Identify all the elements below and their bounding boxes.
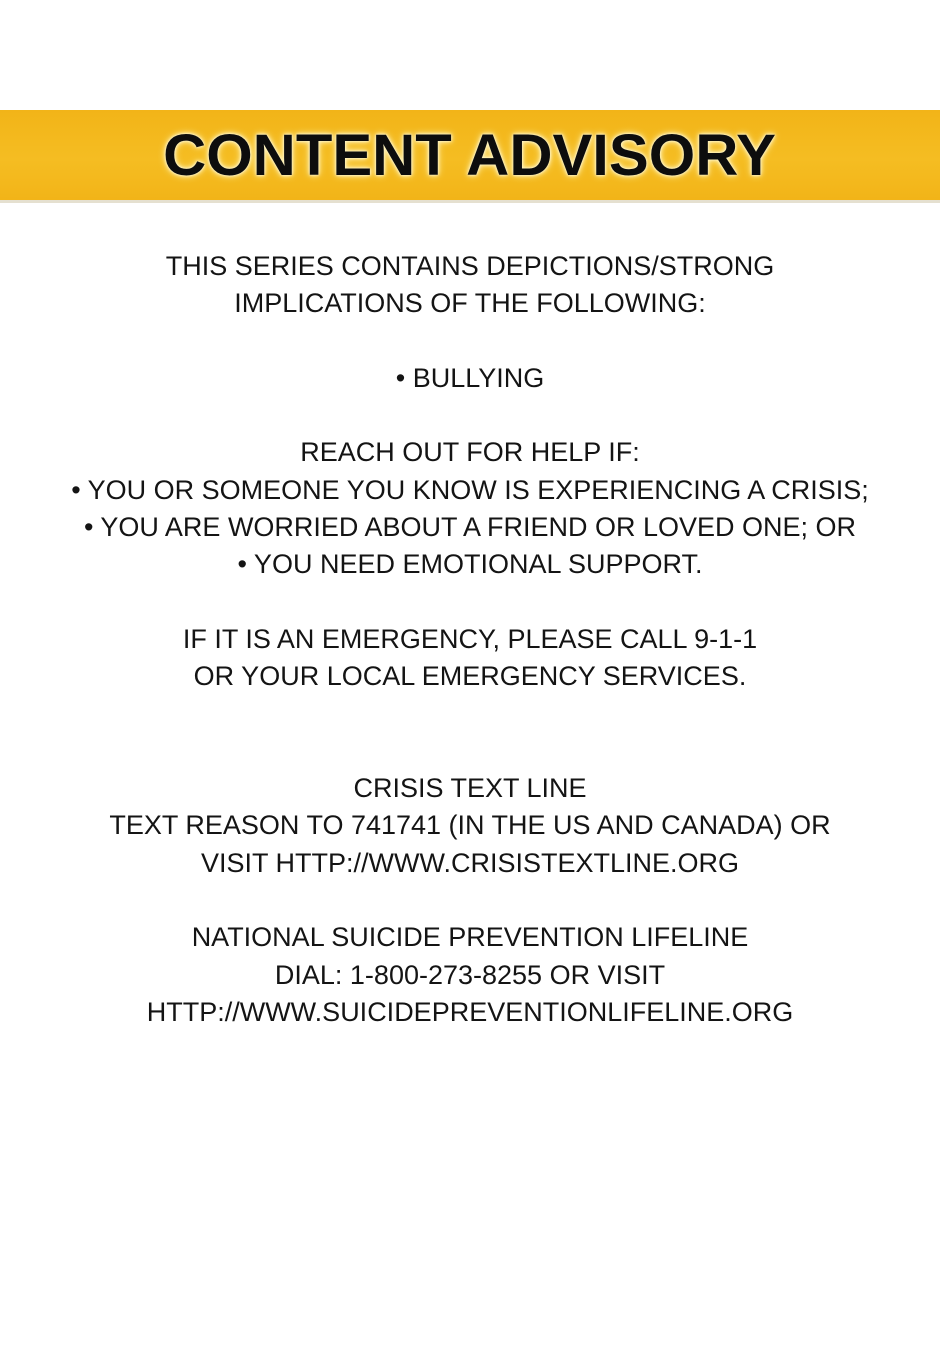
help-item: • YOU NEED EMOTIONAL SUPPORT.: [237, 549, 703, 580]
emergency-line-1: IF IT IS AN EMERGENCY, PLEASE CALL 9-1-1: [182, 623, 758, 654]
spacer: [0, 584, 940, 621]
lifeline-phone: DIAL: 1-800-273-8255 OR VISIT: [274, 959, 666, 990]
banner-title: CONTENT ADVISORY: [163, 122, 777, 188]
emergency-line-2: OR YOUR LOCAL EMERGENCY SERVICES.: [193, 661, 747, 692]
lifeline-url: HTTP://WWW.SUICIDEPREVENTIONLIFELINE.ORG: [146, 996, 794, 1027]
spacer: [0, 696, 940, 771]
spacer: [0, 882, 940, 919]
spacer: [0, 397, 940, 434]
help-item: • YOU ARE WORRIED ABOUT A FRIEND OR LOVED ONE; OR: [83, 512, 857, 543]
advisory-content: [0, 248, 940, 1031]
intro-line-2: IMPLICATIONS OF THE FOLLOWING:: [234, 288, 706, 319]
crisis-text-line-title: CRISIS TEXT LINE: [353, 773, 587, 804]
spacer: [0, 323, 940, 360]
advisory-banner: [0, 110, 940, 203]
lifeline-title: NATIONAL SUICIDE PREVENTION LIFELINE: [191, 922, 749, 953]
topic-item: • BULLYING: [395, 362, 545, 393]
intro-line-1: THIS SERIES CONTAINS DEPICTIONS/STRONG: [165, 251, 775, 281]
crisis-text-line-instructions: TEXT REASON TO 741741 (IN THE US AND CANADA) OR: [109, 810, 831, 841]
help-item: • YOU OR SOMEONE YOU KNOW IS EXPERIENCING A CRISIS;: [71, 474, 869, 505]
crisis-text-line-url: VISIT HTTP://WWW.CRISISTEXTLINE.ORG: [200, 847, 740, 878]
help-heading: REACH OUT FOR HELP IF:: [300, 437, 640, 468]
